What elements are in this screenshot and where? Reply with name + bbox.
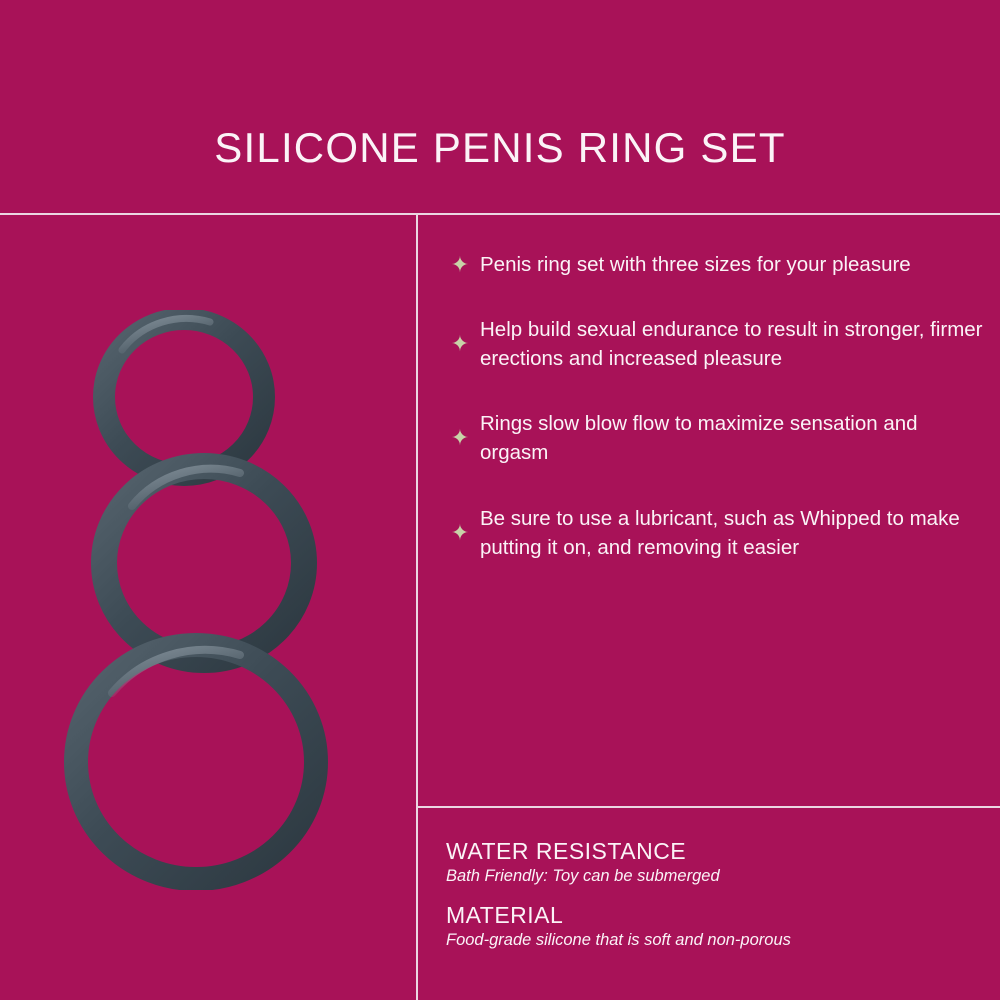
spec-label: MATERIAL bbox=[446, 902, 564, 928]
product-image bbox=[0, 215, 416, 1000]
specs-divider bbox=[418, 806, 1000, 808]
sparkle-icon: ✦ bbox=[450, 331, 470, 357]
spec-value: Bath Friendly: Toy can be submerged bbox=[446, 867, 720, 885]
feature-text: Penis ring set with three sizes for your pleasure bbox=[480, 253, 911, 276]
feature-text: Rings slow blow flow to maximize sensation and orgasm bbox=[480, 412, 918, 465]
feature-text: Help build sexual endurance to result in stronger, firmer erections and increased pleasure bbox=[480, 318, 983, 371]
spec-label: WATER RESISTANCE bbox=[446, 838, 687, 864]
column-divider bbox=[416, 215, 418, 1000]
silicone-rings-illustration bbox=[50, 310, 370, 890]
ring-medium bbox=[104, 466, 304, 660]
list-item bbox=[440, 250, 985, 279]
spec-water-resistance bbox=[446, 838, 986, 886]
page-title: SILICONE PENIS RING SET bbox=[214, 124, 786, 171]
sparkle-icon: ✦ bbox=[450, 251, 470, 277]
list-item bbox=[440, 315, 985, 373]
ring-large bbox=[76, 645, 316, 879]
specs-list bbox=[446, 838, 986, 950]
feature-text: Be sure to use a lubricant, such as Whipped to make putting it on, and removing it easier bbox=[480, 506, 960, 559]
ring-small bbox=[104, 318, 264, 475]
feature-list bbox=[440, 250, 985, 562]
card-header bbox=[0, 0, 1000, 213]
list-item bbox=[440, 409, 985, 467]
kicker-arc bbox=[0, 46, 1000, 108]
list-item bbox=[440, 504, 985, 562]
kicker-arc-svg bbox=[220, 46, 780, 108]
spec-material bbox=[446, 902, 986, 950]
sparkle-icon: ✦ bbox=[450, 425, 470, 451]
sparkle-icon: ✦ bbox=[450, 519, 470, 545]
spec-value: Food-grade silicone that is soft and non-porous bbox=[446, 931, 791, 949]
